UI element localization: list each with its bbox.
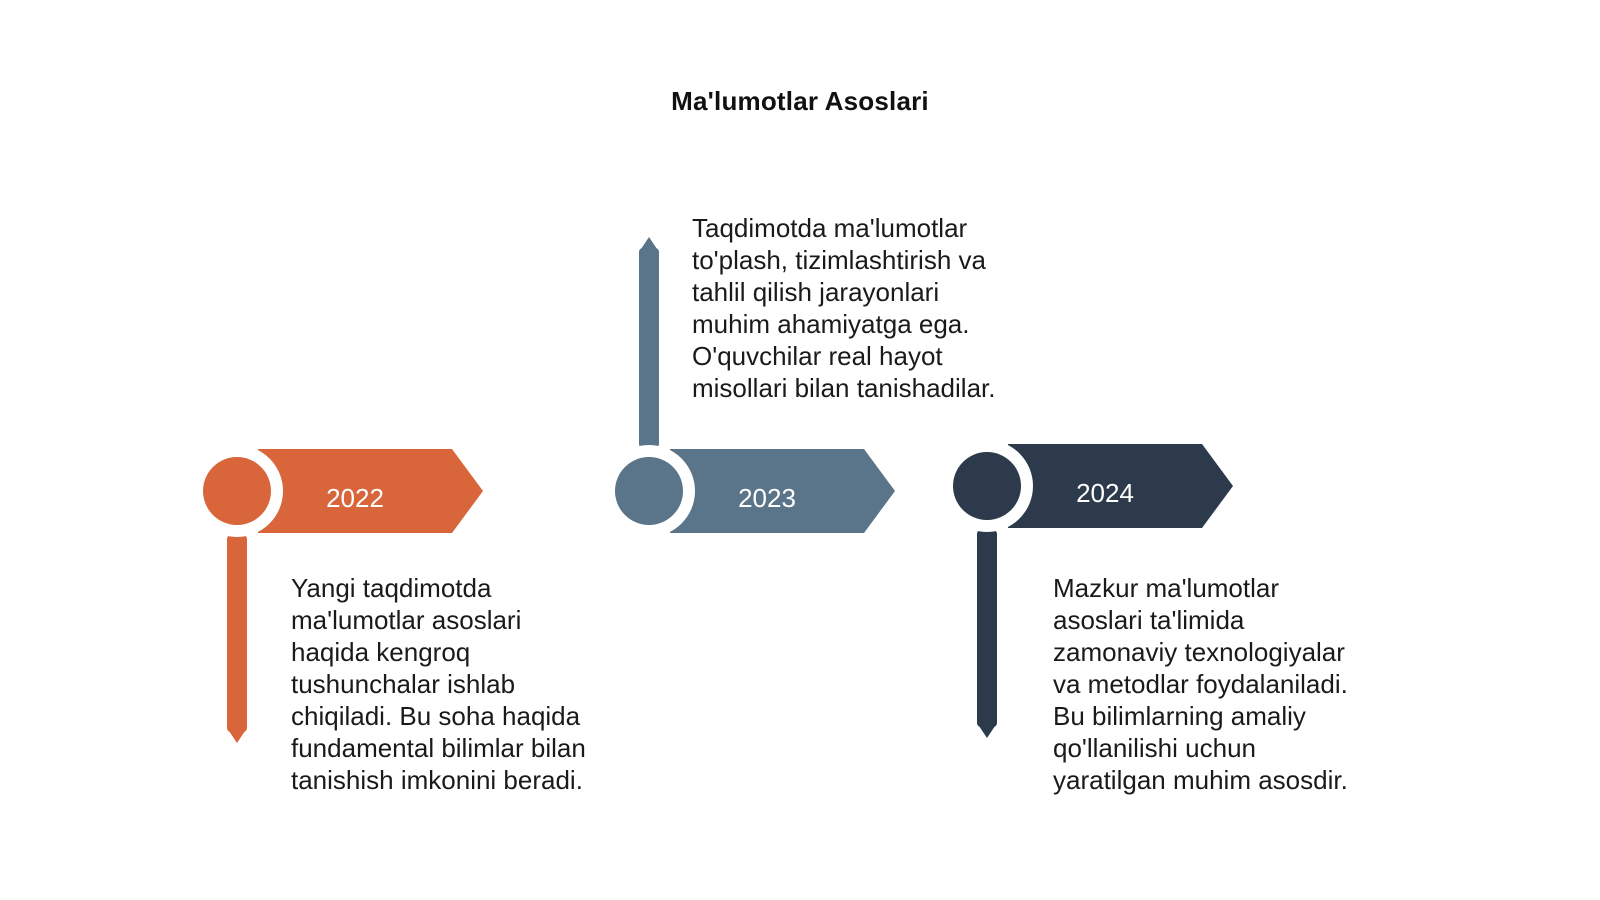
connector-tip-2024 (977, 723, 997, 738)
year-label-2024: 2024 (1076, 478, 1134, 508)
connector-bar-2024 (977, 530, 997, 727)
milestone-2024-description: Mazkur ma'lumotlar asoslari ta'limida zamonaviy texnologiyalar va metodlar foydalaniladi. Bu bilimlarning amaliy qo'llanilishi uchun yaratilgan muhim asosdir. (1053, 573, 1348, 795)
milestone-2022-description: Yangi taqdimotda ma'lumotlar asoslari haqida kengroq tushunchalar ishlab chiqiladi. Bu soha haqida fundamental bilimlar bilan tanishish imkonini beradi. (291, 573, 586, 795)
connector-tip-2022 (227, 728, 247, 743)
year-label-2022: 2022 (326, 483, 384, 513)
marker-dot-2023 (615, 457, 683, 525)
year-label-2023: 2023 (738, 483, 796, 513)
page-title: Ma'lumotlar Asoslari (671, 86, 929, 116)
marker-dot-2024 (953, 452, 1021, 520)
connector-bar-2023 (639, 248, 659, 448)
marker-dot-2022 (203, 457, 271, 525)
milestone-2023-description: Taqdimotda ma'lumotlar to'plash, tizimlashtirish va tahlil qilish jarayonlari muhim ahamiyatga ega. O'quvchilar real hayot misollari bilan tanishadilar. (692, 213, 996, 403)
connector-bar-2022 (227, 535, 247, 732)
